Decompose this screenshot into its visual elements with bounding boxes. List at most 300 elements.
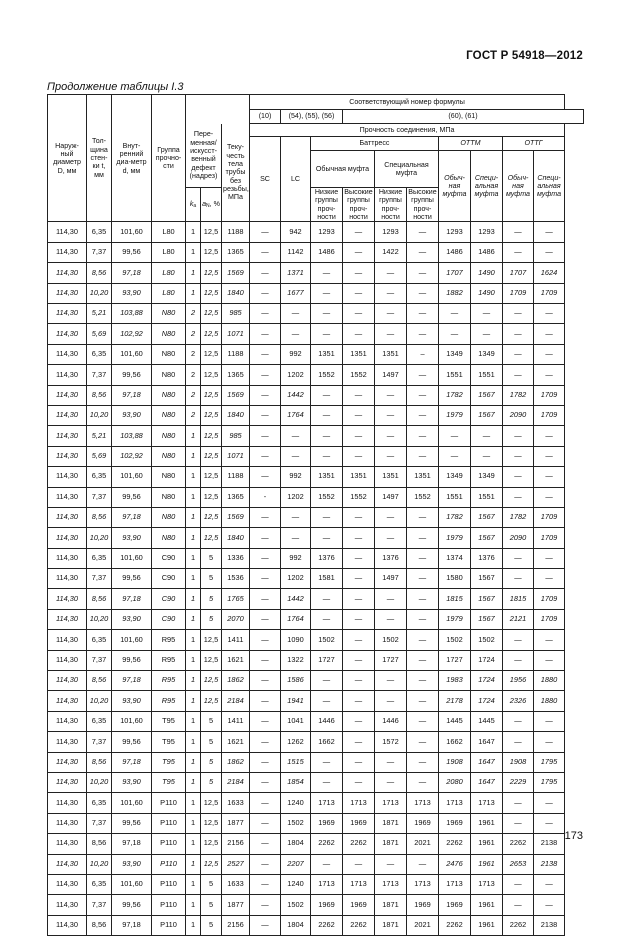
table-cell: 1 [186,528,201,548]
header-formula-number: Соответствующий номер формулы [250,95,565,110]
table-cell: 1727 [311,650,343,670]
table-cell: 1727 [439,650,471,670]
table-cell: 1709 [534,405,565,425]
table-cell: 1764 [281,405,311,425]
table-cell: – [407,344,439,364]
table-cell: — [503,365,534,385]
table-cell: L80 [152,242,186,262]
table-cell: — [311,691,343,711]
table-cell: 12,5 [201,304,222,324]
table-cell: — [439,426,471,446]
table-cell: — [503,874,534,894]
table-cell: 12,5 [201,650,222,670]
table-caption: Продолжение таблицы I.3 [47,81,184,93]
table-cell: 99,56 [112,813,152,833]
table-cell: — [534,650,565,670]
table-cell: 1979 [439,609,471,629]
table-row [48,263,584,283]
table-cell: 985 [222,426,250,446]
table-cell: — [311,324,343,344]
table-cell: 114,30 [48,609,87,629]
header-outer-diameter: Наруж-ный диаметр D, мм [48,95,87,222]
table-cell: — [281,528,311,548]
table-cell: 1376 [471,548,503,568]
table-cell: — [375,609,407,629]
table-cell: 1322 [281,650,311,670]
table-cell: R95 [152,650,186,670]
table-cell: — [281,304,311,324]
table-cell: — [503,548,534,568]
table-cell: 2 [186,385,201,405]
table-cell: 6,35 [87,222,112,242]
table-cell: 1840 [222,283,250,303]
table-cell: 1862 [222,752,250,772]
table-cell: N80 [152,446,186,466]
table-cell: 1 [186,813,201,833]
table-cell: 114,30 [48,344,87,364]
table-row [48,609,584,629]
table-cell: 10,20 [87,283,112,303]
table-cell: 5 [201,569,222,589]
table-cell: 1515 [281,752,311,772]
table-cell: 114,30 [48,752,87,772]
table-cell: 1567 [471,507,503,527]
table-cell: — [407,222,439,242]
table-cell: — [343,507,375,527]
table-cell: 114,30 [48,874,87,894]
table-cell: — [343,263,375,283]
table-cell: 1724 [471,671,503,691]
table-cell: 2527 [222,854,250,874]
table-cell: 1365 [222,242,250,262]
table-cell: — [503,304,534,324]
table-cell: T95 [152,772,186,792]
table-cell: 1490 [471,263,503,283]
table-cell: 2156 [222,834,250,854]
table-cell: — [311,283,343,303]
table-cell: 101,60 [112,793,152,813]
table-cell: — [281,507,311,527]
table-cell: — [407,650,439,670]
table-cell: — [311,671,343,691]
table-cell: 1376 [311,548,343,568]
table-cell: 5 [201,589,222,609]
table-cell: 1569 [222,263,250,283]
table-cell: 93,90 [112,283,152,303]
table-cell: — [503,732,534,752]
table-cell: 114,30 [48,283,87,303]
table-cell: 1581 [311,569,343,589]
table-cell: 2138 [534,915,565,935]
table-cell: — [534,793,565,813]
table-cell: 1724 [471,650,503,670]
table-cell: 12,5 [201,242,222,262]
table-cell: — [375,405,407,425]
table-cell: 1351 [311,344,343,364]
table-cell: 1293 [311,222,343,242]
table-cell: 1709 [534,385,565,405]
table-cell: P110 [152,854,186,874]
table-cell: 12,5 [201,793,222,813]
table-cell: 97,18 [112,915,152,935]
table-cell: 97,18 [112,671,152,691]
table-cell: N80 [152,467,186,487]
table-cell: — [503,793,534,813]
table-cell: — [375,528,407,548]
table-cell: — [343,732,375,752]
header-connection-strength: Прочность соединения, МПа [250,124,565,137]
table-cell: 12,5 [201,426,222,446]
table-cell: 99,56 [112,569,152,589]
table-cell: 1552 [311,365,343,385]
table-cell: 101,60 [112,630,152,650]
table-cell: — [250,569,281,589]
table-cell: 1804 [281,915,311,935]
table-cell: 2 [186,405,201,425]
table-cell: 1979 [439,528,471,548]
table-cell: 2021 [407,834,439,854]
table-cell: 1713 [311,874,343,894]
table-cell: 1 [186,548,201,568]
table-row [48,304,584,324]
table-cell: 1969 [311,895,343,915]
table-row [48,671,584,691]
table-cell: 1293 [375,222,407,242]
table-row [48,548,584,568]
header-inner-diameter: Внут-ренний диа-метр d, мм [112,95,152,222]
table-cell: 1969 [407,895,439,915]
table-cell: 1090 [281,630,311,650]
table-cell: 1 [186,507,201,527]
table-cell: 114,30 [48,854,87,874]
table-cell: — [407,405,439,425]
table-cell: 1795 [534,752,565,772]
table-cell: 1871 [375,813,407,833]
table-cell: 1486 [471,242,503,262]
table-cell: 1871 [375,915,407,935]
table-cell: 114,30 [48,426,87,446]
table-cell: 1880 [534,671,565,691]
table-cell: 114,30 [48,895,87,915]
table-cell: 114,30 [48,242,87,262]
table-cell: 12,5 [201,324,222,344]
table-cell: 1871 [375,834,407,854]
table-cell: — [250,222,281,242]
table-cell: — [343,222,375,242]
table-cell: — [534,895,565,915]
table-cell: — [534,344,565,364]
header-an: $a_N$, % [201,188,222,222]
table-cell: 1202 [281,365,311,385]
table-cell: 114,30 [48,915,87,935]
table-row [48,630,584,650]
table-cell: 12,5 [201,487,222,507]
table-cell: 1871 [375,895,407,915]
table-cell: 2178 [439,691,471,711]
table-cell: 1 [186,467,201,487]
table-cell: 12,5 [201,344,222,364]
table-cell: — [407,589,439,609]
table-cell: 12,5 [201,222,222,242]
table-cell: 1502 [281,813,311,833]
table-cell: 1502 [439,630,471,650]
table-cell: — [311,589,343,609]
table-cell: — [375,691,407,711]
table-cell: 2 [186,365,201,385]
table-cell: — [407,528,439,548]
table-cell: 114,30 [48,467,87,487]
table-cell: 2326 [503,691,534,711]
table-cell: 1961 [471,915,503,935]
table-cell: 99,56 [112,895,152,915]
header-defect: Пере-менная/ искусст-венный дефект (надрез) [186,124,222,188]
table-cell: — [343,752,375,772]
table-row [48,772,584,792]
table-cell: 114,30 [48,589,87,609]
table-row [48,752,584,772]
table-cell: — [375,324,407,344]
table-cell: — [343,569,375,589]
table-cell: — [407,569,439,589]
table-cell: 1188 [222,222,250,242]
table-cell: 1567 [471,589,503,609]
table-cell: — [534,548,565,568]
table-cell: 1 [186,834,201,854]
table-cell: — [343,385,375,405]
table-cell: 7,37 [87,650,112,670]
table-cell: 1941 [281,691,311,711]
table-row [48,385,584,405]
table-cell: 1351 [343,467,375,487]
table-cell: — [503,895,534,915]
table-cell: — [250,405,281,425]
header-buttress-regular: Обычная муфта [311,151,375,188]
table-cell: — [407,691,439,711]
table-cell: 1840 [222,528,250,548]
table-cell: 97,18 [112,834,152,854]
table-cell: — [407,671,439,691]
table-cell: 2229 [503,772,534,792]
table-cell: 1262 [281,732,311,752]
header-ottg-special: Специ-альная муфта [534,151,565,222]
table-cell: — [439,324,471,344]
table-body [48,222,584,936]
table-cell: N80 [152,528,186,548]
table-cell: — [343,691,375,711]
table-cell: R95 [152,691,186,711]
table-cell: — [250,691,281,711]
table-cell: 2207 [281,854,311,874]
table-cell: 1840 [222,405,250,425]
table-cell: 1445 [439,711,471,731]
table-cell: — [375,446,407,466]
table-row [48,813,584,833]
header-ottm-regular: Обыч-ная муфта [439,151,471,222]
table-cell: 101,60 [112,222,152,242]
table-cell: 2070 [222,609,250,629]
table-cell: 1446 [375,711,407,731]
table-cell: — [311,446,343,466]
table-cell: 1709 [534,507,565,527]
table-cell: 1 [186,691,201,711]
table-cell: 5 [201,609,222,629]
table-cell: — [311,304,343,324]
table-cell: 1497 [375,365,407,385]
header-ottm: ОТТМ [439,137,503,151]
table-cell: 1551 [439,365,471,385]
table-cell: — [343,854,375,874]
table-cell: 6,35 [87,711,112,731]
table-cell: 114,30 [48,324,87,344]
table-cell: 1442 [281,589,311,609]
table-cell: — [343,589,375,609]
table-row [48,915,584,935]
table-cell: 10,20 [87,854,112,874]
table-cell: 102,92 [112,446,152,466]
table-cell: 1071 [222,446,250,466]
table-cell: 1569 [222,507,250,527]
table-cell: 1815 [503,589,534,609]
table-cell: 8,56 [87,834,112,854]
table-cell: 99,56 [112,365,152,385]
table-cell: P110 [152,915,186,935]
table-row [48,467,584,487]
table-cell: 1677 [281,283,311,303]
header-ottm-special: Специ-альная муфта [471,151,503,222]
table-cell: 7,37 [87,569,112,589]
table-cell: N80 [152,507,186,527]
table-row [48,793,584,813]
table-cell: 12,5 [201,691,222,711]
table-cell: 1709 [534,589,565,609]
header-ka: $k_a$ [186,188,201,222]
table-cell: 2262 [439,834,471,854]
table-cell: — [311,385,343,405]
table-cell: 8,56 [87,915,112,935]
table-cell: 8,56 [87,671,112,691]
table-cell: 2262 [343,915,375,935]
table-cell: 1490 [471,283,503,303]
table-cell: 1502 [281,895,311,915]
table-cell: — [250,548,281,568]
table-row [48,528,584,548]
table-cell: — [503,487,534,507]
table-cell: 2090 [503,405,534,425]
table-cell: 101,60 [112,467,152,487]
table-cell: 992 [281,467,311,487]
table-cell: 97,18 [112,507,152,527]
table-cell: 10,20 [87,691,112,711]
table-cell: N80 [152,344,186,364]
table-cell: — [407,324,439,344]
table-cell: 1969 [439,813,471,833]
table-cell: 1 [186,630,201,650]
table-cell: C90 [152,609,186,629]
table-cell: 5 [201,548,222,568]
table-cell: 1446 [311,711,343,731]
table-cell: 1567 [471,609,503,629]
table-cell: L80 [152,263,186,283]
table-cell: — [534,732,565,752]
table-cell: P110 [152,895,186,915]
table-cell: — [343,630,375,650]
table-cell: 103,88 [112,304,152,324]
table-cell: — [375,772,407,792]
table-cell: — [343,528,375,548]
header-lc: LC [281,137,311,222]
table-cell: — [311,426,343,446]
table-cell: P110 [152,813,186,833]
header-wall-thickness: Тол-щина стен-ки t, мм [87,95,112,222]
table-cell: 1621 [222,732,250,752]
table-cell: — [343,548,375,568]
table-row [48,242,584,262]
table-cell: — [407,283,439,303]
table-cell: - [250,487,281,507]
table-cell: 1713 [439,874,471,894]
table-cell: 1071 [222,324,250,344]
table-cell: — [534,467,565,487]
table-cell: 1552 [343,487,375,507]
table-cell: 12,5 [201,671,222,691]
table-cell: — [250,772,281,792]
header-buttress-regular-low: Низкие группы проч-ности [311,188,343,222]
table-cell: — [375,507,407,527]
table-cell: 1 [186,732,201,752]
table-cell: 1961 [471,854,503,874]
table-row [48,691,584,711]
table-cell: 114,30 [48,365,87,385]
table-cell: 1351 [311,467,343,487]
table-row [48,569,584,589]
table-cell: 12,5 [201,813,222,833]
table-cell: 5 [201,772,222,792]
table-cell: 1349 [439,344,471,364]
table-cell: — [534,426,565,446]
table-cell: 114,30 [48,630,87,650]
table-row [48,589,584,609]
table-cell: 1713 [439,793,471,813]
table-cell: — [250,589,281,609]
table-cell: — [375,589,407,609]
table-cell: 1969 [407,813,439,833]
table-cell: 1961 [471,895,503,915]
table-cell: — [250,385,281,405]
table-cell: 114,30 [48,304,87,324]
table-cell: 7,37 [87,813,112,833]
table-cell: — [343,650,375,670]
table-cell: — [250,874,281,894]
table-cell: — [250,650,281,670]
table-cell: 6,35 [87,467,112,487]
table-cell: — [281,324,311,344]
table-cell: P110 [152,793,186,813]
table-cell: 114,30 [48,446,87,466]
table-cell: T95 [152,752,186,772]
table-cell: N80 [152,385,186,405]
table-cell: — [250,528,281,548]
table-cell: — [343,304,375,324]
table-cell: 114,30 [48,507,87,527]
table-cell: 2090 [503,528,534,548]
table-cell: — [343,324,375,344]
table-cell: — [250,263,281,283]
table-cell: — [375,304,407,324]
table-cell: 6,35 [87,793,112,813]
table-cell: N80 [152,324,186,344]
table-cell: 1709 [534,528,565,548]
table-cell: 1633 [222,793,250,813]
